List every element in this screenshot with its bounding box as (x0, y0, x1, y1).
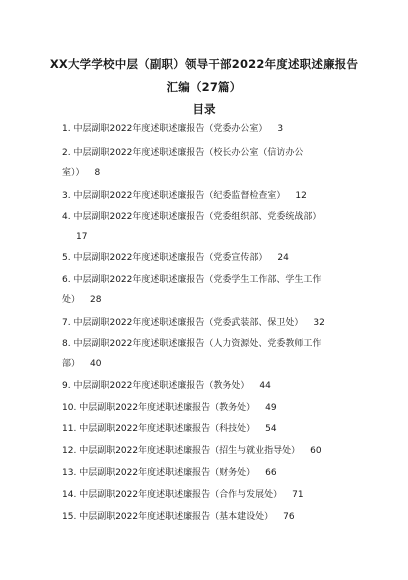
toc-entry-page: 76 (283, 512, 295, 522)
toc-entry-9[interactable] (62, 376, 352, 396)
toc-entry-page: 71 (292, 490, 304, 500)
toc-entry-number: 10. (62, 403, 77, 413)
toc-entry-text: 中层副职2022年度述职述廉报告（人力资源处、党委教师工作 (73, 339, 322, 349)
toc-entry-page: 44 (259, 381, 271, 391)
toc-entry-page: 8 (94, 168, 101, 178)
toc-entry-14[interactable] (62, 485, 352, 505)
toc-entry-8[interactable] (62, 334, 352, 354)
toc-entry-4-continuation[interactable] (76, 227, 87, 247)
toc-entry-1[interactable] (62, 119, 352, 139)
toc-entry-text: 中层副职2022年度述职述廉报告（基本建设处） (79, 512, 274, 522)
toc-entry-number: 15. (62, 512, 77, 522)
toc-entry-page: 17 (76, 232, 88, 242)
toc-entry-text: 中层副职2022年度述职述廉报告（纪委监督检查室） (73, 191, 286, 201)
toc-heading: 目录 (192, 102, 216, 116)
toc-entry-10[interactable] (62, 398, 352, 418)
toc-entry-text: 中层副职2022年度述职述廉报告（党委宣传部） (73, 253, 268, 263)
toc-entry-2-continuation[interactable] (62, 163, 100, 183)
toc-entry-text-cont: 部） (62, 359, 81, 369)
toc-entry-text-cont: 处） (62, 295, 81, 305)
toc-entry-text: 中层副职2022年度述职述廉报告（党委组织部、党委统战部） (73, 212, 322, 222)
toc-entry-8-continuation[interactable] (62, 354, 101, 374)
toc-entry-text: 中层副职2022年度述职述廉报告（党委学生工作部、学生工作 (73, 275, 322, 285)
toc-entry-page: 12 (295, 191, 307, 201)
toc-entry-text: 中层副职2022年度述职述廉报告（财务处） (79, 468, 256, 478)
toc-entry-text: 中层副职2022年度述职述廉报告（科技处） (79, 424, 256, 434)
toc-entry-6-continuation[interactable] (62, 290, 101, 310)
toc-entry-13[interactable] (62, 463, 352, 483)
document-title-line2: 汇编（27篇） (166, 80, 242, 94)
toc-entry-page: 3 (277, 124, 284, 134)
toc-entry-7[interactable] (62, 313, 352, 333)
toc-entry-number: 8. (62, 339, 71, 349)
document-title-line1: XX大学学校中层（副职）领导干部2022年度述职述廉报告 (49, 57, 359, 71)
toc-entry-text: 中层副职2022年度述职述廉报告（教务处） (79, 403, 256, 413)
toc-entry-page: 24 (277, 253, 289, 263)
toc-entry-text: 中层副职2022年度述职述廉报告（招生与就业指导处） (79, 446, 301, 456)
toc-entry-text: 中层副职2022年度述职述廉报告（校长办公室（信访办公 (73, 148, 304, 158)
toc-entry-number: 6. (62, 275, 71, 285)
toc-entry-page: 28 (90, 295, 102, 305)
toc-entry-number: 4. (62, 212, 71, 222)
toc-entry-page: 49 (265, 403, 277, 413)
toc-entry-15[interactable] (62, 507, 352, 527)
toc-entry-page: 40 (90, 359, 102, 369)
toc-entry-11[interactable] (62, 419, 352, 439)
toc-entry-4[interactable] (62, 207, 352, 227)
toc-entry-number: 9. (62, 381, 71, 391)
toc-entry-number: 12. (62, 446, 77, 456)
toc-entry-5[interactable] (62, 248, 352, 268)
toc-entry-text: 中层副职2022年度述职述廉报告（合作与发展处） (79, 490, 283, 500)
toc-entry-number: 7. (62, 318, 71, 328)
toc-entry-text: 中层副职2022年度述职述廉报告（党委武装部、保卫处） (73, 318, 304, 328)
toc-entry-number: 11. (62, 424, 77, 434)
toc-entry-number: 5. (62, 253, 71, 263)
toc-entry-page: 60 (310, 446, 322, 456)
toc-entry-number: 1. (62, 124, 71, 134)
toc-entry-number: 2. (62, 148, 71, 158)
toc-entry-text: 中层副职2022年度述职述廉报告（教务处） (73, 381, 250, 391)
toc-entry-page: 32 (313, 318, 325, 328)
toc-entry-text: 中层副职2022年度述职述廉报告（党委办公室） (73, 124, 268, 134)
toc-entry-number: 13. (62, 468, 77, 478)
toc-entry-number: 3. (62, 191, 71, 201)
toc-entry-page: 66 (265, 468, 277, 478)
toc-entry-3[interactable] (62, 186, 352, 206)
toc-entry-12[interactable] (62, 441, 352, 461)
toc-entry-text-cont: 室）） (62, 168, 85, 178)
toc-entry-page: 54 (265, 424, 277, 434)
toc-entry-2[interactable] (62, 143, 352, 163)
toc-entry-6[interactable] (62, 270, 352, 290)
toc-entry-number: 14. (62, 490, 77, 500)
